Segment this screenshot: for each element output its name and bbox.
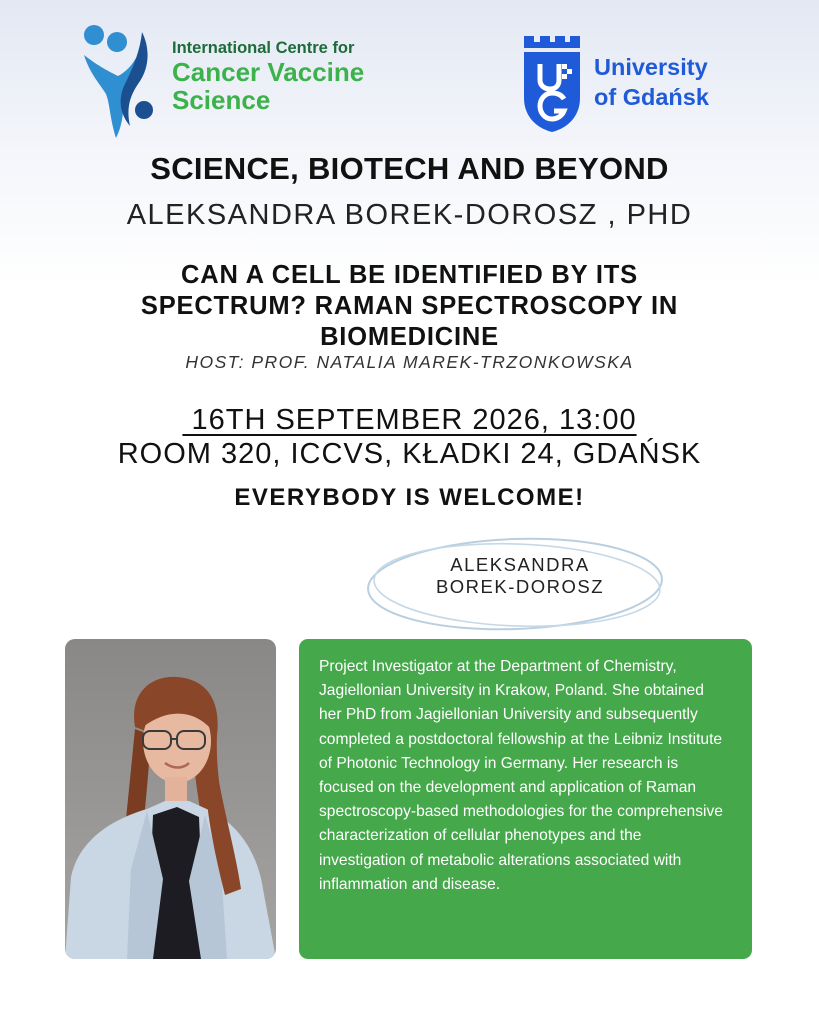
talk-title-line: CAN A CELL BE IDENTIFIED BY ITS (181, 261, 638, 289)
iccvs-logo-text (172, 40, 364, 113)
speaker-bio-text: Project Investigator at the Department of Chemistry, Jagiellonian University in Krakow, Poland. She obtained her PhD from Jagiellonian University and subsequently completed a postdoctoral fellowship at the Leibniz Institute of Photonic Technology in Germany. Her research is focused on the development and application of Raman spectroscopy-based methodologies for the comprehensive characterization of cellular phenotypes and the investigation of metabolic alterations associated with inflammation and disease. (319, 658, 723, 893)
iccvs-figure-logo-icon (80, 22, 160, 142)
talk-title-line: BIOMEDICINE (320, 323, 499, 351)
talk-title-line: SPECTRUM? RAMAN SPECTROSCOPY IN (140, 292, 679, 320)
speaker-bio-box (299, 639, 752, 959)
ug-logo (522, 36, 762, 136)
speaker-name-heading: ALEKSANDRA BOREK-DOROSZ , PHD (126, 199, 693, 231)
speaker-name-tag (395, 554, 645, 598)
name-tag-first: ALEKSANDRA (450, 554, 590, 575)
host-line: HOST: PROF. NATALIA MAREK-TRZONKOWSKA (185, 352, 634, 372)
talk-title (0, 260, 819, 353)
welcome-line: EVERYBODY IS WELCOME! (234, 484, 585, 511)
iccvs-logo-line2: Cancer Vaccine (172, 56, 365, 87)
iccvs-logo-line3: Science (172, 84, 271, 115)
event-venue: ROOM 320, ICCVS, KŁADKI 24, GDAŃSK (117, 438, 702, 470)
ug-logo-line2: of Gdańsk (594, 84, 709, 110)
portrait-illustration (65, 639, 276, 959)
speaker-portrait-photo (65, 639, 276, 959)
name-tag-last: BOREK-DOROSZ (435, 576, 605, 597)
ug-logo-text (594, 52, 709, 112)
iccvs-logo-line1: International Centre for (172, 39, 355, 57)
ug-shield-logo-icon (522, 36, 582, 132)
event-date: 16TH SEPTEMBER 2026, 13:00 (182, 404, 637, 436)
iccvs-logo (80, 22, 400, 142)
ug-logo-line1: University (594, 54, 708, 80)
event-series-title: SCIENCE, BIOTECH AND BEYOND (150, 151, 669, 186)
